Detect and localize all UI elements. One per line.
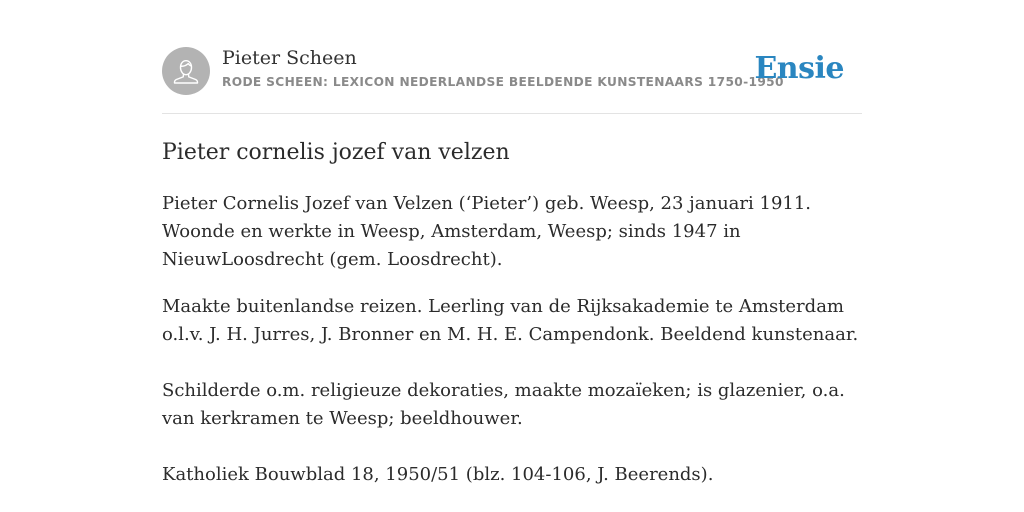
source-title[interactable]: RODE SCHEEN: LEXICON NEDERLANDSE BEELDENDE KUNSTENAARS 1750-1950 (222, 75, 784, 89)
author-avatar[interactable] (162, 47, 210, 95)
article-paragraph: Pieter Cornelis Jozef van Velzen (‘Pieter’) geb. Weesp, 23 januari 1911. Woonde en werkte in Weesp, Amsterdam, Weesp; sinds 1947 in NieuwLoosdrecht (gem. Loosdrecht). (162, 193, 812, 270)
article-paragraph: Maakte buitenlandse reizen. Leerling van de Rijksakademie te Amsterdam o.l.v. J. H. Jurres, J. Bronner en M. H. E. Campendonk. Beeldend kunstenaar. (162, 296, 859, 345)
header-divider (162, 113, 862, 114)
author-name[interactable]: Pieter Scheen (222, 47, 357, 69)
ensie-logo[interactable]: Ensie (754, 51, 844, 86)
user-silhouette-icon (162, 47, 210, 95)
article-paragraph: Katholiek Bouwblad 18, 1950/51 (blz. 104-106, J. Beerends). (162, 464, 714, 485)
article-body (162, 190, 862, 489)
article-header (162, 47, 862, 95)
article-card (162, 0, 862, 512)
article-title: Pieter cornelis jozef van velzen (162, 140, 510, 165)
article-paragraph: Schilderde o.m. religieuze dekoraties, maakte mozaïeken; is glazenier, o.a. van kerkramen te Weesp; beeldhouwer. (162, 380, 845, 429)
